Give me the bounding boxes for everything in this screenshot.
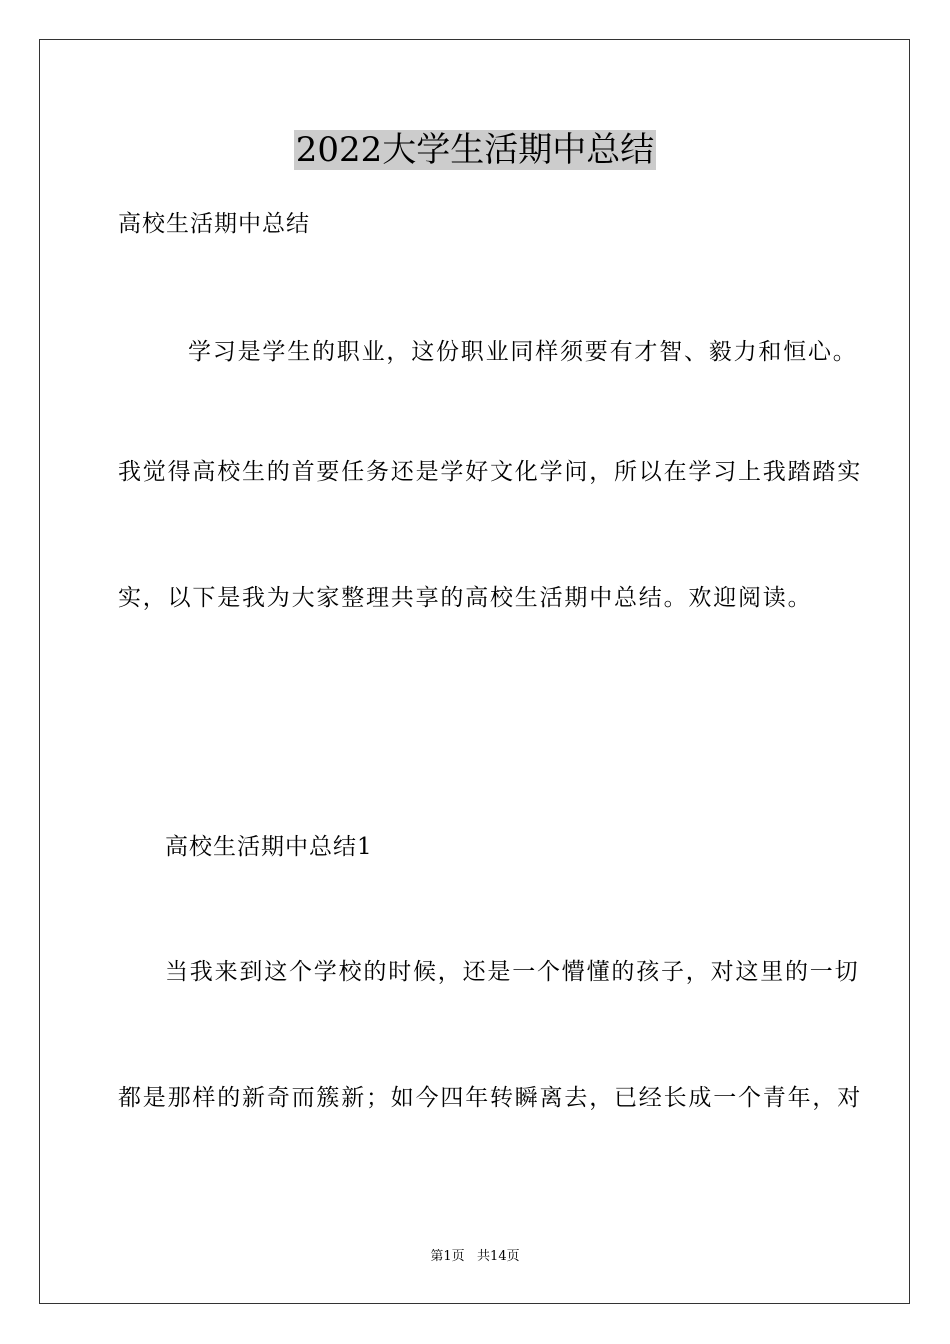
paragraph-line-5: 当我来到这个学校的时候，还是一个懵懂的孩子，对这里的一切	[165, 959, 860, 985]
paragraph-line-3: 我觉得高校生的首要任务还是学好文化学问，所以在学习上我踏踏实	[118, 459, 862, 485]
paragraph-line-2: 学习是学生的职业，这份职业同样须要有才智、毅力和恒心。	[188, 339, 858, 365]
document-title-text: 2022大学生活期中总结	[295, 130, 655, 170]
page-number-footer: 第1页 共14页	[430, 1249, 520, 1264]
document-title	[0, 128, 950, 172]
paragraph-line-4: 实，以下是我为大家整理共享的高校生活期中总结。欢迎阅读。	[118, 585, 813, 611]
paragraph-line-6: 都是那样的新奇而簇新；如今四年转瞬离去，已经长成一个青年，对	[118, 1085, 862, 1111]
paragraph-line-1: 高校生活期中总结	[118, 211, 310, 237]
section-heading: 高校生活期中总结1	[165, 834, 373, 860]
